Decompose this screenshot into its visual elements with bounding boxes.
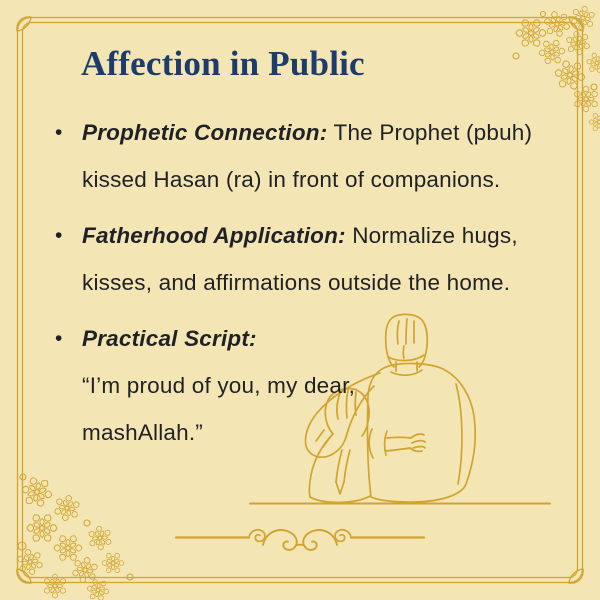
bullet-line: “I’m proud of you, my dear, bbox=[82, 373, 356, 398]
corner-leaf-icon bbox=[569, 569, 583, 583]
bullet-item-practical-script bbox=[55, 315, 570, 456]
corner-leaf-icon bbox=[17, 569, 31, 583]
scroll-flourish-divider-icon bbox=[176, 530, 424, 550]
bullet-label: Prophetic Connection: bbox=[82, 120, 328, 145]
bullet-line bbox=[82, 109, 570, 156]
bullet-item-prophetic-connection bbox=[55, 109, 570, 203]
bullet-line: kisses, and affirmations outside the home. bbox=[82, 270, 511, 295]
corner-leaf-icon bbox=[17, 17, 31, 31]
bullet-marker: • bbox=[55, 224, 63, 247]
page-title: Affection in Public bbox=[81, 44, 365, 83]
bullet-line bbox=[82, 315, 570, 362]
bullet-line: kissed Hasan (ra) in front of companions. bbox=[82, 167, 501, 192]
bullet-line bbox=[82, 212, 570, 259]
bullet-label: Practical Script: bbox=[82, 326, 257, 351]
bullet-marker: • bbox=[55, 327, 63, 350]
corner-leaf-icon bbox=[569, 17, 583, 31]
bullet-label: Fatherhood Application: bbox=[82, 223, 346, 248]
bullet-line: mashAllah.” bbox=[82, 420, 203, 445]
bullet-marker: • bbox=[55, 121, 63, 144]
bullet-list bbox=[55, 109, 570, 465]
floral-corner-bottom-left-icon bbox=[14, 474, 133, 600]
bullet-text: The Prophet (pbuh) bbox=[327, 120, 533, 145]
bullet-text: Normalize hugs, bbox=[345, 223, 518, 248]
bullet-item-fatherhood-application bbox=[55, 212, 570, 306]
